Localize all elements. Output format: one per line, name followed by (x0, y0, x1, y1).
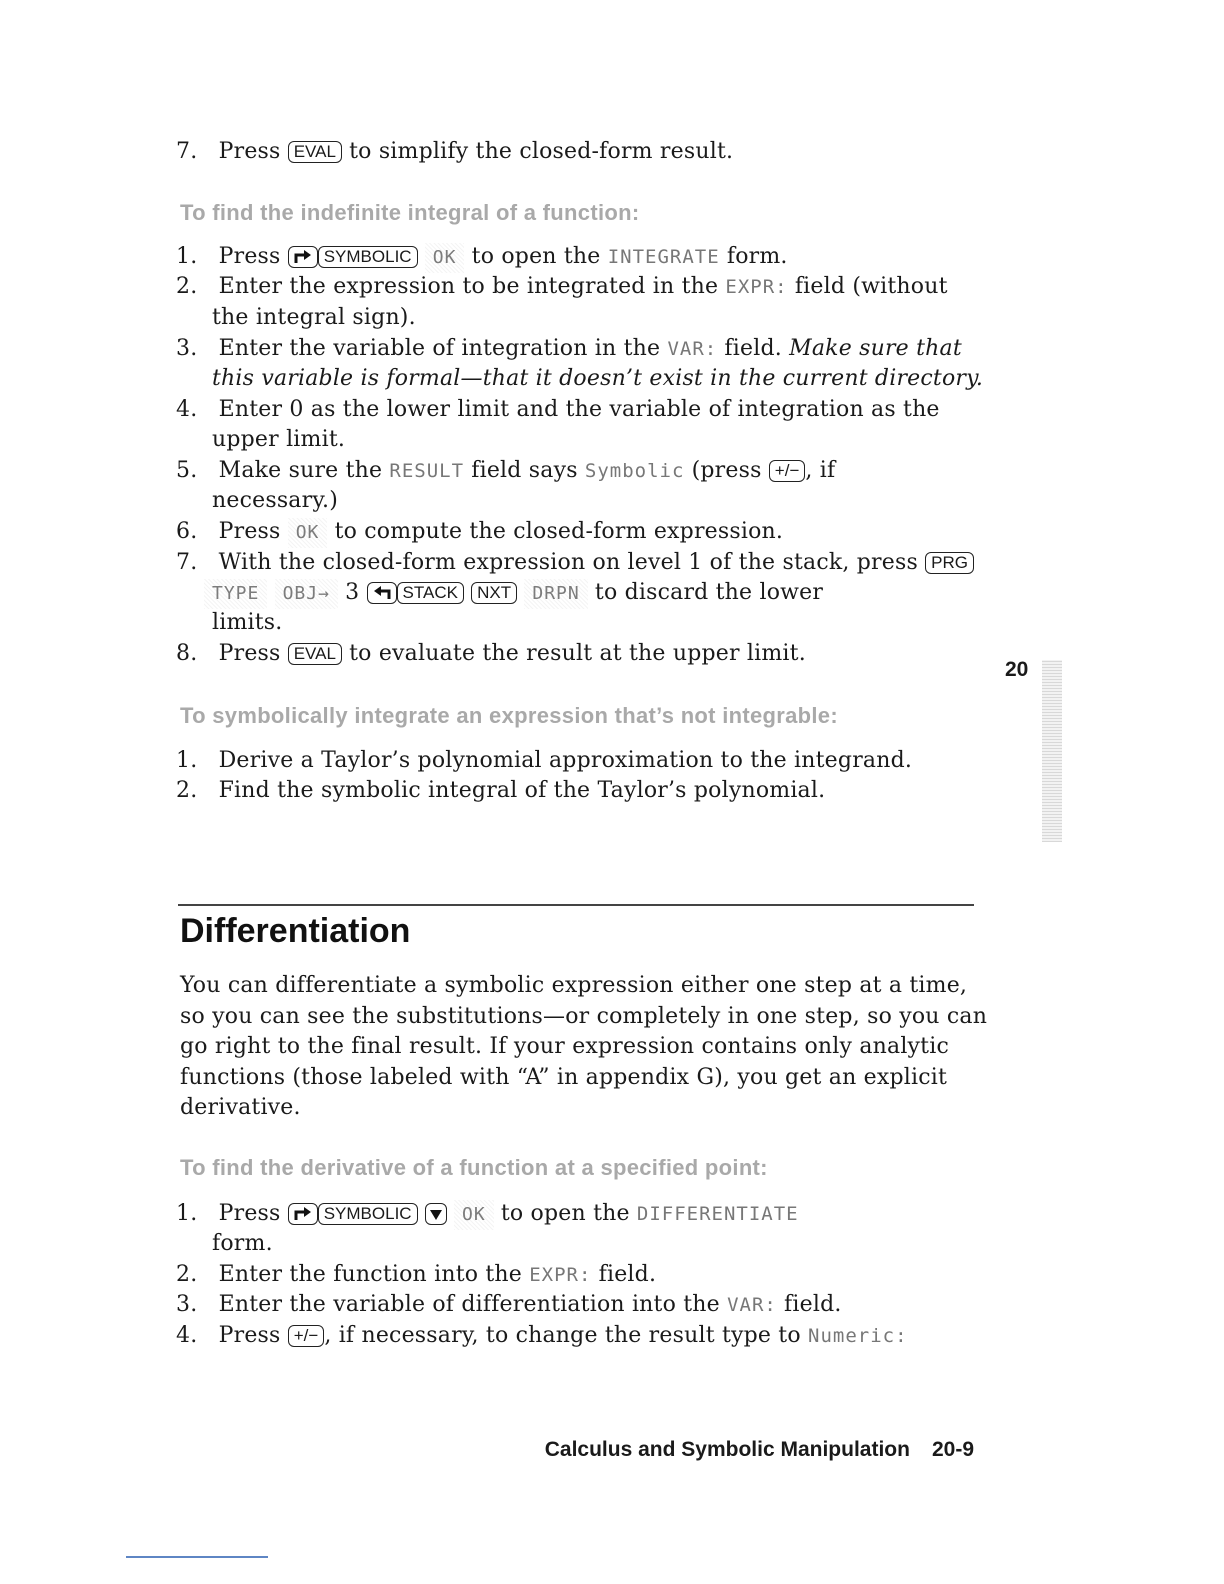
section-title: Differentiation (180, 912, 411, 950)
right-shift-key (288, 246, 318, 268)
field-name: EXPR: (725, 276, 788, 298)
page-number: 20-9 (931, 1438, 974, 1461)
step-number: 6. (176, 519, 198, 544)
step-text: field (without (794, 274, 948, 299)
step-item (176, 1321, 908, 1351)
down-arrow-icon (429, 1208, 443, 1222)
paragraph-line: You can differentiate a symbolic expression either one step at a time, (180, 973, 968, 998)
step-item (176, 395, 940, 425)
step-item (176, 639, 806, 669)
step-item (176, 1290, 842, 1320)
ok-softkey: OK (288, 518, 328, 548)
step-text: to compute the closed-form expression. (334, 519, 784, 544)
prg-key: PRG (925, 552, 974, 574)
section-divider (178, 904, 974, 906)
field-name: EXPR: (529, 1264, 592, 1286)
emphasis-text: Make sure that (789, 336, 962, 361)
step-number: 4. (176, 397, 198, 422)
step-item (176, 776, 825, 806)
step-item (176, 1199, 799, 1230)
step-continuation: form. (212, 1231, 273, 1256)
body-paragraph (180, 971, 988, 1124)
step-number: 3. (176, 336, 198, 361)
paragraph-line: go right to the final result. If your expression contains only analytic (180, 1034, 949, 1059)
ok-softkey: OK (454, 1200, 494, 1230)
step-text: Press (218, 1323, 281, 1348)
step-number: 5. (176, 458, 198, 483)
step-text: Make sure the (218, 458, 383, 483)
step-item (176, 137, 733, 167)
step-number: 1. (176, 748, 198, 773)
step-number: 3. (176, 1292, 198, 1317)
step-continuation: limits. (212, 610, 283, 635)
step-continuation (204, 578, 823, 609)
plus-minus-key: +/− (769, 460, 806, 482)
nxt-key: NXT (471, 582, 517, 604)
step-text: field. (724, 336, 782, 361)
step-text: to open the (500, 1201, 630, 1226)
ok-softkey: OK (425, 243, 465, 273)
paragraph-line: so you can see the substitutions—or completely in one step, so you can (180, 1003, 988, 1029)
field-value: Numeric: (808, 1325, 908, 1347)
type-softkey: TYPE (204, 579, 267, 609)
step-text: Press (218, 244, 281, 269)
step-text: field. (598, 1262, 657, 1287)
obj-softkey: OBJ→ (275, 579, 338, 609)
step-number: 1. (176, 1201, 198, 1226)
step-item (176, 456, 835, 486)
step-text: (press (691, 458, 762, 483)
plus-minus-key: +/− (288, 1325, 325, 1347)
eval-key: EVAL (288, 643, 342, 665)
step-text: Enter the variable of integration in the (218, 336, 661, 361)
step-number: 7. (176, 139, 198, 164)
right-shift-key (288, 1203, 318, 1225)
form-name: DIFFERENTIATE (636, 1203, 799, 1225)
section-heading: To symbolically integrate an expression that’s not integrable: (180, 703, 838, 728)
field-name: RESULT (389, 460, 465, 482)
step-text: field. (784, 1292, 842, 1317)
step-text: Enter 0 as the lower limit and the variable of integration as the (218, 397, 940, 422)
step-continuation: the integral sign). (212, 305, 416, 330)
step-item (176, 272, 948, 302)
step-item (176, 746, 912, 776)
step-text: 3 (345, 580, 360, 605)
drpn-softkey: DRPN (524, 579, 587, 609)
symbolic-key: SYMBOLIC (318, 246, 418, 268)
emphasis-text: this variable is formal—that it doesn’t exist in the current directory. (212, 366, 984, 391)
step-text: Enter the variable of differentiation into the (218, 1292, 720, 1317)
step-item (176, 242, 788, 273)
left-shift-icon (371, 585, 393, 601)
step-number: 7. (176, 550, 198, 575)
section-heading: To find the derivative of a function at a specified point: (180, 1155, 768, 1180)
chapter-tab-marker (1042, 660, 1062, 842)
step-text: , if necessary, to change the result type to (324, 1323, 801, 1348)
step-number: 2. (176, 1262, 198, 1287)
field-value: Symbolic (584, 460, 685, 482)
eval-key: EVAL (288, 141, 342, 163)
symbolic-key: SYMBOLIC (318, 1203, 418, 1225)
step-text: form. (726, 244, 788, 269)
chapter-title: Calculus and Symbolic Manipulation (544, 1438, 910, 1461)
paragraph-line: functions (those labeled with “A” in appendix G), you get an explicit (180, 1064, 948, 1090)
step-number: 4. (176, 1323, 198, 1348)
step-item (176, 334, 962, 364)
step-text: Press (218, 139, 281, 164)
section-heading: To find the indefinite integral of a function: (180, 200, 640, 225)
right-shift-icon (292, 249, 314, 265)
step-text: to open the (471, 244, 601, 269)
step-text: Enter the function into the (218, 1262, 523, 1287)
step-number: 8. (176, 641, 198, 666)
step-text: Find the symbolic integral of the Taylor’s polynomial. (218, 778, 826, 803)
step-text: , if (805, 458, 836, 483)
step-text: to discard the lower (594, 580, 824, 605)
left-shift-key (367, 582, 397, 604)
step-text: field says (471, 458, 578, 483)
page-footer (545, 1438, 974, 1462)
step-text: to evaluate the result at the upper limit. (349, 641, 806, 666)
right-shift-icon (292, 1206, 314, 1222)
step-text: Press (218, 1201, 281, 1226)
stack-key: STACK (397, 582, 464, 604)
step-number: 2. (176, 778, 198, 803)
field-name: VAR: (667, 338, 718, 360)
step-text: With the closed-form expression on level 1 of the stack, press (218, 550, 918, 575)
step-item (176, 548, 974, 578)
form-name: INTEGRATE (607, 246, 720, 268)
step-continuation: upper limit. (212, 427, 346, 452)
step-text: to simplify the closed-form result. (349, 139, 734, 164)
step-number: 2. (176, 274, 198, 299)
step-continuation: necessary.) (212, 488, 339, 513)
step-item (176, 517, 783, 548)
chapter-tab-number: 20 (1005, 658, 1029, 681)
field-name: VAR: (727, 1294, 777, 1316)
down-arrow-key (425, 1203, 447, 1225)
step-text: Press (218, 641, 281, 666)
step-item (176, 1260, 656, 1290)
step-number: 1. (176, 244, 198, 269)
step-text: Press (218, 519, 281, 544)
step-text: Derive a Taylor’s polynomial approximation to the integrand. (218, 748, 913, 773)
bottom-rule (126, 1556, 268, 1558)
paragraph-line: derivative. (180, 1095, 301, 1120)
step-text: Enter the expression to be integrated in the (218, 274, 719, 299)
